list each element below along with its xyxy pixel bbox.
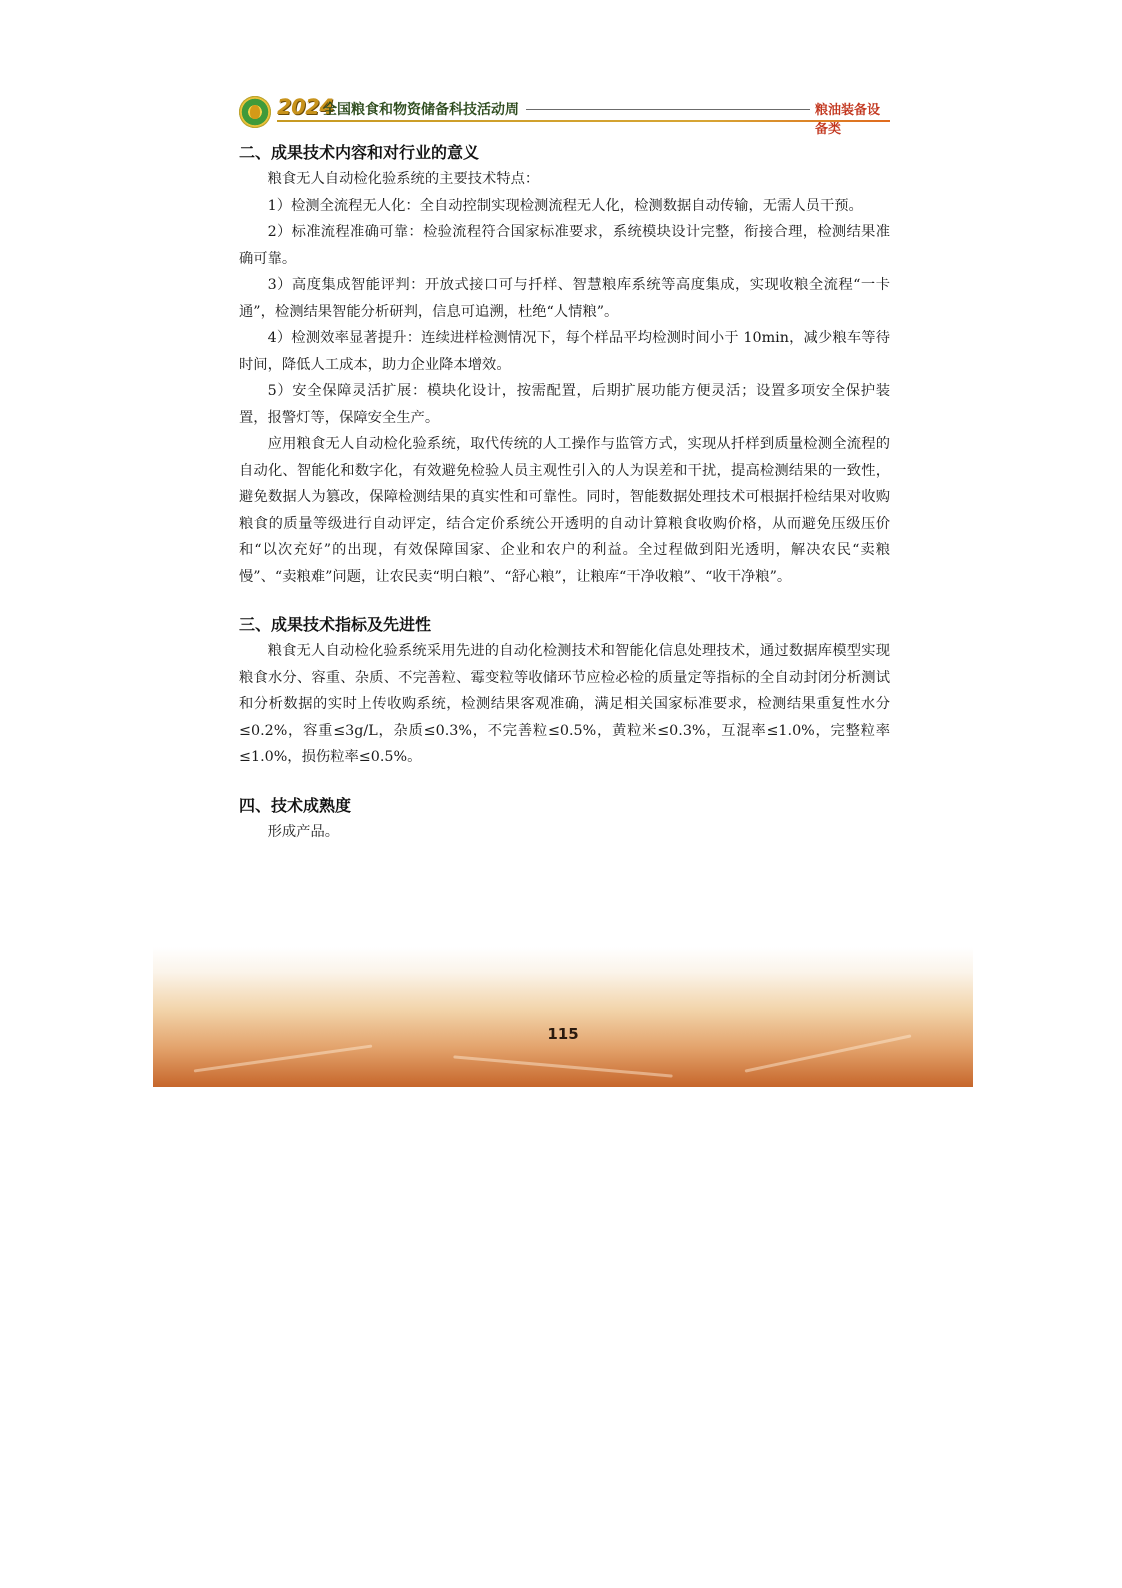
header-underline bbox=[277, 120, 890, 122]
section-2-intro: 粮食无人自动检化验系统的主要技术特点： bbox=[267, 171, 540, 187]
section-2-item-2: 2）标准流程准确可靠：检验流程符合国家标准要求，系统模块设计完整，衔接合理，检测结果准确可靠。 bbox=[239, 224, 890, 267]
header-category: 粮油装备设备类 bbox=[815, 103, 881, 137]
header-title: 全国粮食和物资储备科技活动周 bbox=[323, 102, 519, 118]
section-2-item-3: 3）高度集成智能评判：开放式接口可与扦样、智慧粮库系统等高度集成，实现收粮全流程“一卡通”，检测结果智能分析研判，信息可追溯，杜绝“人情粮”。 bbox=[239, 277, 890, 320]
page-footer-band bbox=[153, 947, 973, 1087]
page-header bbox=[239, 93, 890, 137]
section-4-paragraph: 形成产品。 bbox=[267, 823, 340, 840]
section-2-item-1: 1）检测全流程无人化：全自动控制实现检测流程无人化，检测数据自动传输，无需人员干预。 bbox=[267, 197, 863, 214]
footer-streak bbox=[453, 1055, 672, 1077]
section-heading-3: 三、成果技术指标及先进性 bbox=[239, 615, 432, 634]
section-2-item-4: 4）检测效率显著提升：连续进样检测情况下，每个样品平均检测时间小于 10min，减少粮车等待时间，降低人工成本，助力企业降本增效。 bbox=[239, 330, 890, 373]
section-heading-2: 二、成果技术内容和对行业的意义 bbox=[239, 143, 480, 162]
section-3-paragraph: 粮食无人自动检化验系统采用先进的自动化检测技术和智能化信息处理技术，通过数据库模型实现粮食水分、容重、杂质、不完善粒、霉变粒等收储环节应检必检的质量定等指标的全自动封闭分析测试和分析数据的实时上传收购系统，检测结果客观准确，满足相关国家标准要求，检测结果重复性水分≤0.2%，容重≤3g/L，杂质≤0.3%，不完善粒≤0.5%，黄粒米≤0.3%，互混率≤1.0%，完整粒率≤1.0%，损伤粒率≤0.5%。 bbox=[239, 643, 890, 765]
page-content bbox=[239, 140, 890, 845]
header-divider bbox=[526, 109, 810, 110]
wheat-emblem-icon bbox=[250, 105, 260, 119]
section-2-paragraph: 应用粮食无人自动检化验系统，取代传统的人工操作与监管方式，实现从扦样到质量检测全流程的自动化、智能化和数字化，有效避免检验人员主观性引入的人为误差和干扰，提高检测结果的一致性，避免数据人为篡改，保障检测结果的真实性和可靠性。同时，智能数据处理技术可根据扦检结果对收购粮食的质量等级进行自动评定，结合定价系统公开透明的自动计算粮食收购价格，从而避免压级压价和“以次充好”的出现，有效保障国家、企业和农户的利益。全过程做到阳光透明，解决农民“卖粮慢”、“卖粮难”问题，让农民卖“明白粮”、“舒心粮”，让粮库“干净收粮”、“收干净粮”。 bbox=[239, 436, 890, 585]
section-2-item-5: 5）安全保障灵活扩展：模块化设计，按需配置，后期扩展功能方便灵活；设置多项安全保护装置，报警灯等，保障安全生产。 bbox=[239, 383, 890, 426]
section-heading-4: 四、技术成熟度 bbox=[239, 795, 352, 815]
header-year: 2024 bbox=[277, 95, 334, 119]
document-page bbox=[153, 0, 973, 1107]
grain-logo-icon bbox=[239, 96, 271, 128]
footer-streak bbox=[194, 1044, 373, 1072]
page-number: 115 bbox=[547, 1025, 579, 1043]
